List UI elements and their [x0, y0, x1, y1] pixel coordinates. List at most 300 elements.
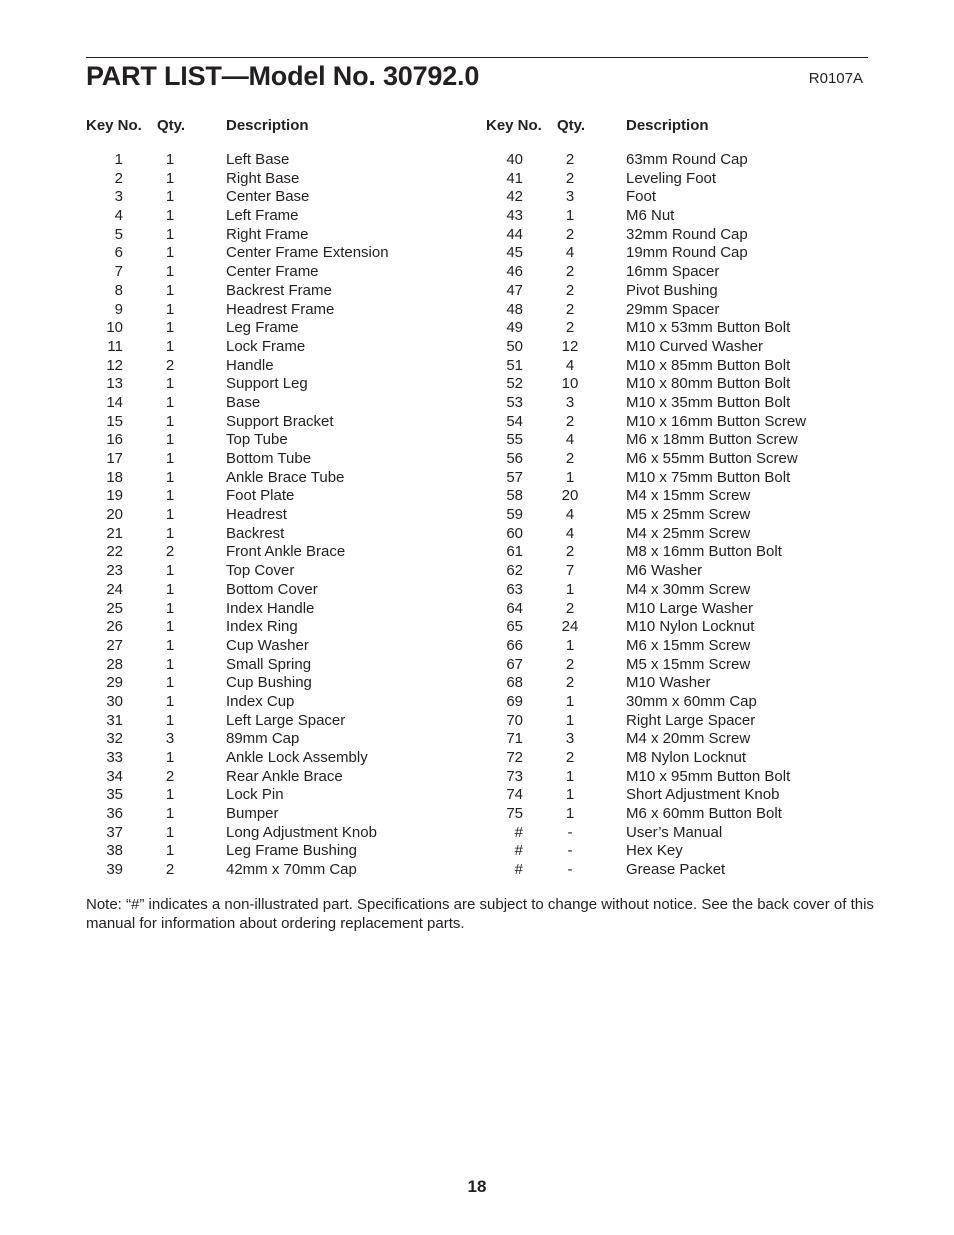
part-qty: 24 — [561, 618, 579, 636]
part-qty: 1 — [165, 506, 175, 524]
part-rows-right — [486, 151, 886, 880]
part-row — [86, 712, 486, 731]
part-row — [486, 600, 886, 619]
part-qty: 1 — [165, 281, 175, 299]
part-row — [86, 824, 486, 843]
part-row — [486, 730, 886, 749]
part-description: Bottom Tube — [226, 450, 312, 467]
part-key-no: 72 — [506, 749, 523, 766]
part-qty: - — [567, 823, 573, 841]
part-row — [86, 226, 486, 245]
part-key-no: 36 — [106, 805, 123, 823]
part-qty: 1 — [165, 151, 175, 168]
part-description: Backrest Frame — [226, 281, 332, 299]
part-qty: 1 — [565, 767, 575, 785]
part-key-no: 24 — [106, 580, 123, 598]
part-description: Center Frame — [226, 263, 319, 281]
part-key-no: 56 — [506, 450, 523, 467]
part-description: Handle — [226, 356, 274, 374]
part-row — [86, 244, 486, 263]
part-row — [486, 768, 886, 787]
part-description: Bumper — [226, 805, 279, 823]
part-description: Ankle Brace Tube — [226, 468, 345, 486]
part-qty: 20 — [561, 487, 579, 505]
part-qty: 2 — [565, 599, 575, 617]
part-qty: 2 — [165, 767, 175, 785]
part-description: M10 x 95mm Button Bolt — [626, 767, 791, 785]
part-key-no: 43 — [506, 207, 523, 225]
part-row — [86, 506, 486, 525]
part-key-no: 51 — [506, 356, 523, 374]
part-description: Leveling Foot — [626, 169, 717, 187]
part-description: M6 x 55mm Button Screw — [626, 450, 798, 467]
part-description: M4 x 30mm Screw — [626, 580, 751, 598]
part-qty: 1 — [165, 207, 175, 225]
part-description: Right Base — [226, 169, 300, 187]
part-description: Left Large Spacer — [226, 711, 346, 729]
part-qty: 1 — [165, 188, 175, 206]
part-description: 30mm x 60mm Cap — [626, 692, 757, 710]
part-row — [86, 170, 486, 189]
part-key-no: 18 — [106, 468, 123, 486]
part-key-no: 32 — [106, 730, 123, 748]
part-row — [86, 469, 486, 488]
part-description: M6 x 18mm Button Screw — [626, 431, 798, 449]
part-key-no: 48 — [506, 300, 523, 318]
part-qty: 1 — [165, 805, 175, 823]
part-row — [486, 786, 886, 805]
part-row — [86, 207, 486, 226]
part-row — [486, 319, 886, 338]
part-qty: 2 — [565, 263, 575, 281]
part-row — [86, 394, 486, 413]
part-key-no: 47 — [506, 281, 523, 299]
footnote: Note: “#” indicates a non-illustrated part. Specifications are subject to change without notice. See the back cover of this manual for information about ordering replacement parts. — [86, 896, 874, 932]
part-key-no: 75 — [506, 805, 523, 823]
part-qty: 1 — [165, 562, 175, 580]
part-description: Front Ankle Brace — [226, 543, 346, 561]
part-row — [486, 394, 886, 413]
part-description: Center Base — [226, 188, 310, 206]
part-qty: 2 — [565, 169, 575, 187]
part-description: M6 x 60mm Button Bolt — [626, 805, 782, 823]
part-key-no: 71 — [506, 730, 523, 748]
part-qty: 1 — [565, 468, 575, 486]
part-row — [86, 730, 486, 749]
part-row — [86, 431, 486, 450]
part-description: M10 Washer — [626, 674, 711, 692]
part-key-no: 14 — [106, 393, 123, 411]
part-description: 42mm x 70mm Cap — [226, 861, 357, 879]
part-qty: 1 — [165, 749, 175, 766]
part-row — [86, 282, 486, 301]
part-key-no: 41 — [506, 169, 523, 187]
part-row — [86, 637, 486, 656]
part-description: Leg Frame — [226, 319, 299, 337]
column-header-row — [486, 116, 886, 136]
part-description: M4 x 15mm Screw — [626, 487, 751, 505]
part-row — [486, 431, 886, 450]
part-qty: 1 — [165, 692, 175, 710]
part-qty: 4 — [565, 524, 575, 542]
part-key-no: 65 — [506, 618, 523, 636]
part-key-no: 11 — [107, 337, 123, 355]
part-description: 19mm Round Cap — [626, 244, 748, 262]
part-qty: 1 — [165, 599, 175, 617]
part-key-no: 7 — [114, 263, 123, 281]
part-row — [86, 263, 486, 282]
part-key-no: 61 — [506, 543, 523, 561]
part-row — [86, 375, 486, 394]
part-row — [486, 357, 886, 376]
part-row — [86, 618, 486, 637]
part-qty: 1 — [165, 823, 175, 841]
qty-header: Qty. — [157, 117, 186, 134]
part-key-no: 17 — [106, 450, 123, 467]
qty-header: Qty. — [557, 117, 586, 134]
part-description: Support Leg — [226, 375, 308, 393]
part-key-no: 39 — [106, 861, 123, 879]
part-key-no: 63 — [506, 580, 523, 598]
part-row — [86, 749, 486, 768]
part-row — [486, 413, 886, 432]
part-key-no: 3 — [114, 188, 123, 206]
part-key-no: 70 — [506, 711, 523, 729]
part-row — [86, 861, 486, 880]
part-qty: 1 — [165, 337, 175, 355]
part-key-no: # — [514, 842, 523, 860]
part-description: M10 x 80mm Button Bolt — [626, 375, 791, 393]
part-qty: 2 — [565, 281, 575, 299]
part-key-no: 55 — [506, 431, 523, 449]
part-row — [86, 487, 486, 506]
part-row — [486, 244, 886, 263]
part-key-no: 73 — [506, 767, 523, 785]
part-row — [486, 226, 886, 245]
part-key-no: 34 — [106, 767, 123, 785]
part-qty: 1 — [165, 636, 175, 654]
part-description: M6 Nut — [626, 207, 675, 225]
part-key-no: 40 — [506, 151, 523, 168]
part-key-no: 74 — [506, 786, 523, 804]
part-key-no: 25 — [106, 599, 123, 617]
part-description: Index Handle — [226, 599, 315, 617]
part-key-no: # — [514, 861, 523, 879]
part-row — [486, 170, 886, 189]
part-row — [486, 263, 886, 282]
part-qty: 1 — [165, 225, 175, 243]
part-key-no: 29 — [106, 674, 123, 692]
part-key-no: 52 — [506, 375, 523, 393]
part-row — [86, 562, 486, 581]
part-key-no: 19 — [106, 487, 123, 505]
part-rows-left — [86, 151, 486, 880]
part-row — [86, 786, 486, 805]
part-description: 29mm Spacer — [626, 300, 720, 318]
part-description: M10 x 16mm Button Screw — [626, 412, 807, 430]
part-description: M10 x 53mm Button Bolt — [626, 319, 791, 337]
part-row — [486, 618, 886, 637]
document-code: R0107A — [808, 70, 863, 87]
part-key-no: 26 — [106, 618, 123, 636]
part-description: Hex Key — [626, 842, 683, 860]
part-key-no: 54 — [506, 412, 523, 430]
part-key-no: 31 — [106, 711, 123, 729]
part-qty: 1 — [165, 655, 175, 673]
part-qty: 1 — [165, 487, 175, 505]
part-description: 16mm Spacer — [626, 263, 720, 281]
part-key-no: 9 — [114, 300, 123, 318]
part-row — [486, 469, 886, 488]
part-description: User’s Manual — [626, 823, 723, 841]
part-key-no: 37 — [106, 823, 123, 841]
part-key-no: 21 — [106, 524, 123, 542]
part-qty: 1 — [165, 711, 175, 729]
part-row — [486, 824, 886, 843]
part-qty: 3 — [565, 393, 575, 411]
part-qty: 1 — [565, 692, 575, 710]
description-header: Description — [626, 117, 709, 134]
part-description: Rear Ankle Brace — [226, 767, 343, 785]
part-qty: 10 — [561, 375, 579, 393]
part-qty: - — [567, 842, 573, 860]
part-qty: 3 — [565, 730, 575, 748]
part-description: 89mm Cap — [226, 730, 300, 748]
part-qty: 2 — [565, 543, 575, 561]
part-key-no: 12 — [106, 356, 123, 374]
part-row — [486, 450, 886, 469]
part-qty: 1 — [565, 580, 575, 598]
part-row — [86, 693, 486, 712]
part-key-no: 30 — [106, 692, 123, 710]
part-row — [86, 188, 486, 207]
part-description: Cup Washer — [226, 636, 309, 654]
part-row — [486, 301, 886, 320]
part-key-no: # — [514, 823, 523, 841]
part-row — [86, 656, 486, 675]
part-description: Foot Plate — [226, 487, 295, 505]
part-key-no: 8 — [114, 281, 123, 299]
part-description: M6 Washer — [626, 562, 703, 580]
part-row — [86, 450, 486, 469]
part-qty: 1 — [565, 636, 575, 654]
part-key-no: 38 — [106, 842, 123, 860]
part-row — [86, 842, 486, 861]
part-row — [86, 413, 486, 432]
part-qty: 1 — [165, 431, 175, 449]
part-key-no: 5 — [114, 225, 123, 243]
part-row — [486, 656, 886, 675]
part-row — [486, 693, 886, 712]
part-description: M6 x 15mm Screw — [626, 636, 751, 654]
part-key-no: 69 — [506, 692, 523, 710]
part-qty: 1 — [165, 244, 175, 262]
part-qty: 2 — [565, 412, 575, 430]
part-qty: 3 — [165, 730, 175, 748]
part-qty: 2 — [565, 300, 575, 318]
part-key-no: 60 — [506, 524, 523, 542]
part-description: M8 Nylon Locknut — [626, 749, 747, 766]
part-description: M10 Large Washer — [626, 599, 754, 617]
part-qty: 2 — [565, 450, 575, 467]
part-description: Left Frame — [226, 207, 299, 225]
part-description: Cup Bushing — [226, 674, 312, 692]
part-qty: - — [567, 861, 573, 879]
part-qty: 2 — [565, 674, 575, 692]
part-qty: 1 — [165, 580, 175, 598]
part-description: Short Adjustment Knob — [626, 786, 780, 804]
part-row — [486, 637, 886, 656]
part-key-no: 59 — [506, 506, 523, 524]
part-row — [86, 301, 486, 320]
part-row — [486, 581, 886, 600]
part-qty: 1 — [565, 207, 575, 225]
part-row — [486, 749, 886, 768]
part-qty: 4 — [565, 506, 575, 524]
part-description: Leg Frame Bushing — [226, 842, 357, 860]
part-description: Top Tube — [226, 431, 288, 449]
part-description: Right Frame — [226, 225, 309, 243]
part-qty: 3 — [565, 188, 575, 206]
part-description: Small Spring — [226, 655, 312, 673]
part-row — [486, 282, 886, 301]
part-key-no: 27 — [106, 636, 123, 654]
part-qty: 1 — [565, 805, 575, 823]
part-qty: 1 — [165, 524, 175, 542]
part-qty: 1 — [165, 319, 175, 337]
part-description: M4 x 25mm Screw — [626, 524, 751, 542]
part-row — [486, 506, 886, 525]
part-description: M4 x 20mm Screw — [626, 730, 751, 748]
part-description: M10 Curved Washer — [626, 337, 763, 355]
part-row — [86, 543, 486, 562]
part-qty: 1 — [165, 375, 175, 393]
part-qty: 2 — [165, 356, 175, 374]
column-header-row — [86, 116, 486, 136]
part-qty: 4 — [565, 244, 575, 262]
part-qty: 1 — [165, 393, 175, 411]
part-description: Backrest — [226, 524, 285, 542]
part-row — [486, 861, 886, 880]
part-qty: 1 — [165, 412, 175, 430]
page-title: PART LIST—Model No. 30792.0 — [86, 61, 480, 91]
part-key-no: 16 — [106, 431, 123, 449]
part-description: Bottom Cover — [226, 580, 318, 598]
part-qty: 1 — [165, 169, 175, 187]
part-qty: 2 — [565, 749, 575, 766]
part-row — [86, 338, 486, 357]
part-key-no: 28 — [106, 655, 123, 673]
part-description: M10 Nylon Locknut — [626, 618, 755, 636]
part-key-no: 50 — [506, 337, 523, 355]
part-key-no: 66 — [506, 636, 523, 654]
part-key-no: 53 — [506, 393, 523, 411]
part-key-no: 64 — [506, 599, 523, 617]
part-row — [86, 674, 486, 693]
part-description: Lock Pin — [226, 786, 284, 804]
part-qty: 4 — [565, 356, 575, 374]
part-qty: 2 — [565, 225, 575, 243]
part-row — [486, 375, 886, 394]
part-row — [86, 151, 486, 170]
part-row — [486, 525, 886, 544]
part-row — [486, 842, 886, 861]
part-row — [486, 487, 886, 506]
description-header: Description — [226, 117, 309, 134]
part-row — [86, 768, 486, 787]
part-key-no: 58 — [506, 487, 523, 505]
part-qty: 1 — [165, 468, 175, 486]
part-qty: 1 — [565, 786, 575, 804]
part-row — [486, 338, 886, 357]
part-qty: 4 — [565, 431, 575, 449]
part-key-no: 46 — [506, 263, 523, 281]
key-no-header: Key No. — [86, 117, 142, 134]
part-key-no: 10 — [106, 319, 123, 337]
part-description: Base — [226, 393, 261, 411]
part-qty: 1 — [165, 674, 175, 692]
part-description: Top Cover — [226, 562, 295, 580]
part-qty: 2 — [165, 543, 175, 561]
part-row — [86, 319, 486, 338]
part-qty: 2 — [565, 319, 575, 337]
part-row — [486, 207, 886, 226]
part-row — [486, 712, 886, 731]
part-key-no: 45 — [506, 244, 523, 262]
part-qty: 2 — [565, 151, 575, 168]
part-qty: 2 — [165, 861, 175, 879]
part-description: Index Cup — [226, 692, 295, 710]
part-qty: 1 — [165, 450, 175, 467]
part-description: Ankle Lock Assembly — [226, 749, 368, 766]
part-key-no: 68 — [506, 674, 523, 692]
part-description: 63mm Round Cap — [626, 151, 748, 168]
page-number: 18 — [467, 1177, 487, 1196]
part-key-no: 6 — [114, 244, 123, 262]
part-description: Headrest Frame — [226, 300, 335, 318]
part-description: Pivot Bushing — [626, 281, 718, 299]
part-row — [486, 188, 886, 207]
part-key-no: 15 — [106, 412, 123, 430]
part-key-no: 42 — [506, 188, 523, 206]
part-description: Grease Packet — [626, 861, 726, 879]
part-key-no: 44 — [506, 225, 523, 243]
part-key-no: 20 — [106, 506, 123, 524]
part-row — [86, 357, 486, 376]
part-key-no: 35 — [106, 786, 123, 804]
part-qty: 12 — [561, 337, 579, 355]
part-key-no: 23 — [106, 562, 123, 580]
part-list-left-column — [86, 116, 486, 880]
part-description: Index Ring — [226, 618, 298, 636]
part-row — [486, 805, 886, 824]
part-key-no: 49 — [506, 319, 523, 337]
part-row — [486, 543, 886, 562]
part-key-no: 13 — [106, 375, 123, 393]
part-description: M8 x 16mm Button Bolt — [626, 543, 782, 561]
part-description: Support Bracket — [226, 412, 334, 430]
part-row — [86, 805, 486, 824]
part-key-no: 33 — [106, 749, 123, 766]
part-description: M10 x 35mm Button Bolt — [626, 393, 791, 411]
part-qty: 1 — [165, 263, 175, 281]
key-no-header: Key No. — [486, 117, 542, 134]
part-qty: 7 — [565, 562, 575, 580]
part-description: Left Base — [226, 151, 290, 168]
part-qty: 1 — [165, 300, 175, 318]
part-key-no: 57 — [506, 468, 523, 486]
part-row — [486, 151, 886, 170]
